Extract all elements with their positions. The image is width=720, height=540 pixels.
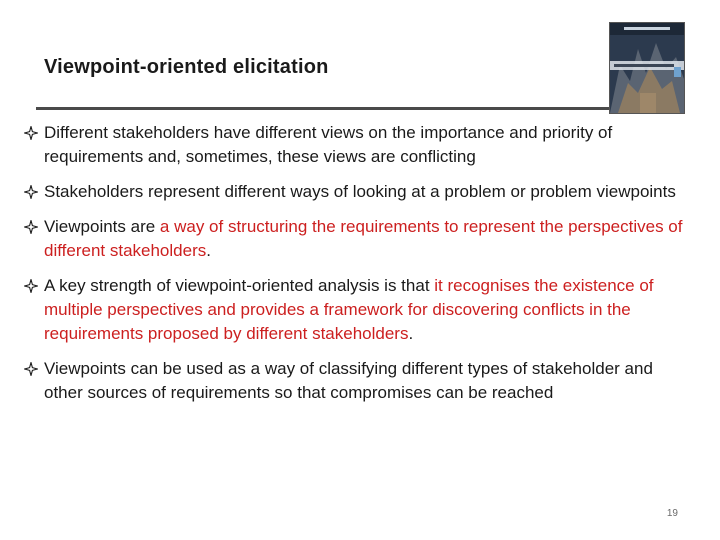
bullet-item [24,180,696,204]
bullet-text: Different stakeholders have different views on the importance and priority of requirements and, sometimes, these views are conflicting [44,123,613,166]
bullet-item [24,121,696,169]
bullet-text: A key strength of viewpoint-oriented analysis is that [44,276,435,295]
four-point-star-icon [24,180,40,204]
bullet-text-end: . [206,241,211,260]
title-divider [36,107,610,110]
bullet-text: Viewpoints are [44,217,160,236]
bullet-item [24,215,696,263]
bullet-item [24,274,696,346]
four-point-star-icon [24,274,40,298]
bullet-highlight: a way of structuring the requirements to represent the perspectives of different stakeholders [44,217,683,260]
bullet-highlight: it recognises the existence of multiple perspectives and provides a framework for discovering conflicts in the requirements proposed by different stakeholders [44,276,654,343]
bullet-text: Stakeholders represent different ways of looking at a problem or problem viewpoints [44,182,676,201]
four-point-star-icon [24,357,40,381]
slide-title: Viewpoint-oriented elicitation [44,56,329,78]
page-number: 19 [666,508,678,519]
bullet-text: Viewpoints can be used as a way of classifying different types of stakeholder and other sources of requirements so that compromises can be reached [44,359,653,402]
bullet-list [24,121,696,416]
four-point-star-icon [24,215,40,239]
bullet-item [24,357,696,405]
bullet-text-end: . [408,324,414,343]
four-point-star-icon [24,121,40,145]
book-cover-image [609,22,685,114]
